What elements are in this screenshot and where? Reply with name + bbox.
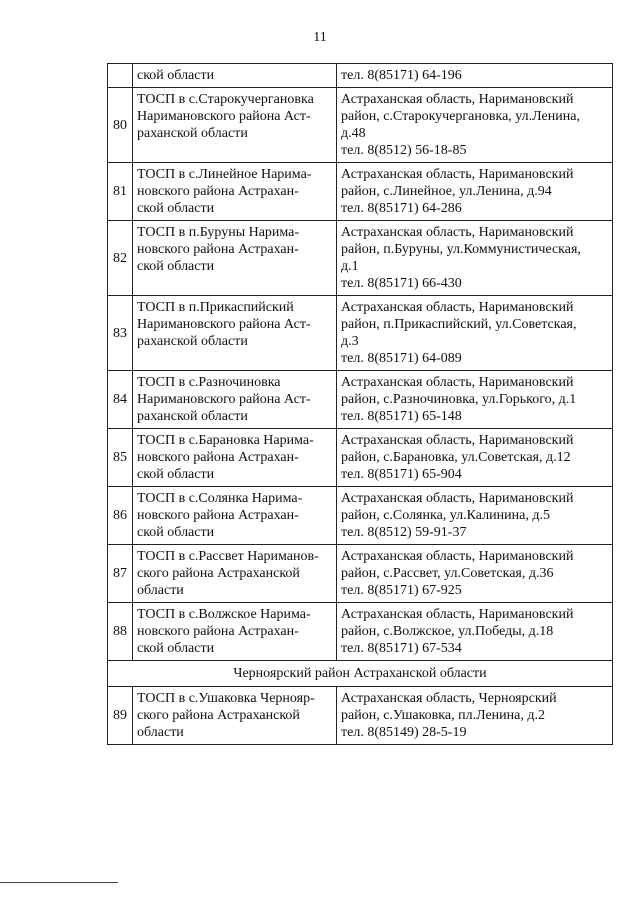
office-name-cell: [133, 163, 337, 221]
row-number-cell: 81: [108, 163, 133, 221]
office-name-line: ского района Астраханской: [137, 708, 300, 723]
row-number-cell: 83: [108, 296, 133, 371]
office-address-line: Астраханская область, Наримановский: [341, 92, 574, 107]
office-address-line: тел. 8(8512) 59-91-37: [341, 525, 467, 540]
office-address-line: район, с.Волжское, ул.Победы, д.18: [341, 624, 554, 639]
office-address-line: Астраханская область, Наримановский: [341, 225, 574, 240]
office-address-line: Астраханская область, Наримановский: [341, 433, 574, 448]
office-address-cell: [337, 487, 613, 545]
office-name-line: области: [137, 725, 184, 740]
row-number-cell: 86: [108, 487, 133, 545]
office-name-cell: [133, 88, 337, 163]
office-address-line: район, с.Старокучергановка, ул.Ленина,: [341, 109, 580, 124]
office-name-line: ТОСП в с.Старокучергановка: [137, 92, 314, 107]
office-name-line: раханской области: [137, 334, 248, 349]
footnote-rule: [0, 882, 118, 883]
office-name-line: ТОСП в с.Разночиновка: [137, 375, 281, 390]
office-name-line: ской области: [137, 68, 215, 83]
office-address-line: Астраханская область, Черноярский: [341, 691, 557, 706]
table-row: [108, 429, 613, 487]
page-number: 11: [313, 30, 327, 45]
office-name-cell: [133, 603, 337, 661]
office-name-line: раханской области: [137, 409, 248, 424]
office-address-line: тел. 8(85171) 66-430: [341, 276, 462, 291]
office-address-line: д.48: [341, 126, 366, 141]
row-number-cell: 85: [108, 429, 133, 487]
table-row: [108, 687, 613, 745]
office-name-line: ского района Астраханской: [137, 566, 300, 581]
office-address-line: тел. 8(85171) 65-904: [341, 467, 462, 482]
office-name-cell: [133, 296, 337, 371]
office-name-line: ТОСП в п.Буруны Нарима-: [137, 225, 300, 240]
office-address-cell: [337, 603, 613, 661]
table-row: [108, 163, 613, 221]
office-address-line: тел. 8(85171) 65-148: [341, 409, 462, 424]
office-name-cell: [133, 429, 337, 487]
row-number-cell: 84: [108, 371, 133, 429]
office-address-line: район, п.Прикаспийский, ул.Советская,: [341, 317, 577, 332]
table-row: [108, 64, 613, 88]
office-name-line: новского района Астрахан-: [137, 624, 299, 639]
row-number-cell: 89: [108, 687, 133, 745]
office-address-line: район, п.Буруны, ул.Коммунистическая,: [341, 242, 581, 257]
office-name-line: Наримановского района Аст-: [137, 317, 311, 332]
office-address-cell: [337, 64, 613, 88]
office-name-line: новского района Астрахан-: [137, 450, 299, 465]
office-address-line: район, с.Рассвет, ул.Советская, д.36: [341, 566, 554, 581]
office-address-line: тел. 8(85171) 64-286: [341, 201, 462, 216]
office-name-line: ТОСП в с.Ушаковка Чернояр-: [137, 691, 315, 706]
office-address-cell: [337, 687, 613, 745]
row-number-cell: 80: [108, 88, 133, 163]
row-number-cell: [108, 64, 133, 88]
office-name-line: новского района Астрахан-: [137, 184, 299, 199]
row-number-cell: 88: [108, 603, 133, 661]
office-address-cell: [337, 429, 613, 487]
office-address-line: район, с.Солянка, ул.Калинина, д.5: [341, 508, 550, 523]
office-name-line: ТОСП в с.Линейное Нарима-: [137, 167, 312, 182]
table-row: [108, 371, 613, 429]
office-name-line: ТОСП в с.Волжское Нарима-: [137, 607, 311, 622]
offices-table: [107, 63, 613, 745]
office-address-line: Астраханская область, Наримановский: [341, 167, 574, 182]
office-name-line: ТОСП в с.Барановка Нарима-: [137, 433, 314, 448]
office-address-line: Астраханская область, Наримановский: [341, 607, 574, 622]
office-address-line: тел. 8(85171) 67-925: [341, 583, 462, 598]
office-address-line: д.1: [341, 259, 359, 274]
office-address-line: район, с.Разночиновка, ул.Горького, д.1: [341, 392, 577, 407]
table-row: [108, 221, 613, 296]
office-address-line: тел. 8(85171) 64-089: [341, 351, 462, 366]
office-address-cell: [337, 545, 613, 603]
office-address-line: тел. 8(85171) 64-196: [341, 68, 462, 83]
office-name-line: ТОСП в п.Прикаспийский: [137, 300, 294, 315]
office-address-cell: [337, 221, 613, 296]
table-row: [108, 296, 613, 371]
office-name-line: ской области: [137, 467, 215, 482]
office-address-line: район, с.Линейное, ул.Ленина, д.94: [341, 184, 552, 199]
office-address-line: Астраханская область, Наримановский: [341, 549, 574, 564]
office-name-cell: [133, 687, 337, 745]
office-name-line: Наримановского района Аст-: [137, 392, 311, 407]
office-address-cell: [337, 163, 613, 221]
office-address-line: район, с.Барановка, ул.Советская, д.12: [341, 450, 571, 465]
section-row: [108, 661, 613, 687]
office-name-line: ской области: [137, 201, 215, 216]
office-address-line: тел. 8(85149) 28-5-19: [341, 725, 467, 740]
office-name-line: ской области: [137, 641, 215, 656]
office-name-line: Наримановского района Аст-: [137, 109, 311, 124]
table-row: [108, 88, 613, 163]
row-number-cell: 87: [108, 545, 133, 603]
office-address-line: Астраханская область, Наримановский: [341, 300, 574, 315]
office-name-line: ТОСП в с.Рассвет Нариманов-: [137, 549, 319, 564]
office-address-line: тел. 8(85171) 67-534: [341, 641, 462, 656]
office-name-line: ской области: [137, 259, 215, 274]
office-name-line: новского района Астрахан-: [137, 242, 299, 257]
office-address-cell: [337, 296, 613, 371]
district-heading: Черноярский район Астраханской области: [108, 661, 613, 687]
office-name-line: ской области: [137, 525, 215, 540]
office-name-line: раханской области: [137, 126, 248, 141]
table-row: [108, 545, 613, 603]
table-row: [108, 603, 613, 661]
office-address-line: район, с.Ушаковка, пл.Ленина, д.2: [341, 708, 545, 723]
office-name-line: новского района Астрахан-: [137, 508, 299, 523]
office-name-cell: [133, 487, 337, 545]
office-name-cell: [133, 371, 337, 429]
office-address-line: тел. 8(8512) 56-18-85: [341, 143, 467, 158]
table-row: [108, 487, 613, 545]
office-address-line: Астраханская область, Наримановский: [341, 491, 574, 506]
office-name-cell: [133, 64, 337, 88]
office-address-line: д.3: [341, 334, 359, 349]
office-address-cell: [337, 88, 613, 163]
office-name-cell: [133, 221, 337, 296]
row-number-cell: 82: [108, 221, 133, 296]
office-name-cell: [133, 545, 337, 603]
office-address-cell: [337, 371, 613, 429]
office-name-line: ТОСП в с.Солянка Нарима-: [137, 491, 303, 506]
office-address-line: Астраханская область, Наримановский: [341, 375, 574, 390]
office-name-line: области: [137, 583, 184, 598]
